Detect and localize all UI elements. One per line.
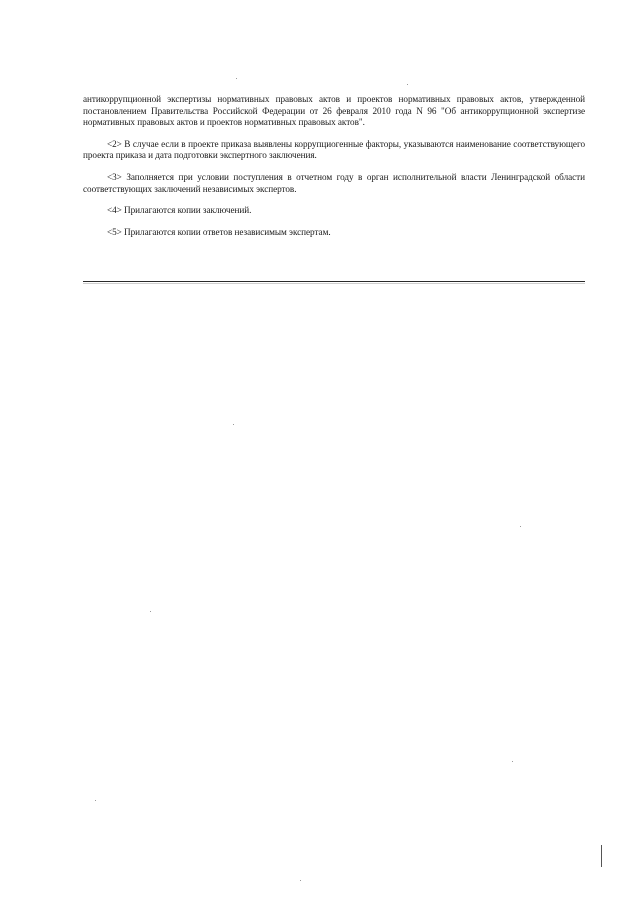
scan-speck	[236, 78, 237, 79]
scan-speck	[95, 800, 96, 801]
scan-speck	[233, 424, 234, 425]
footnote-5: <5> Прилагаются копии ответов независимым экспертам.	[107, 226, 331, 237]
scan-speck	[407, 84, 408, 85]
footnote-2: <2> В случае если в проекте приказа выявлены коррупциогенные факторы, указываются наименование соответствующего проекта приказа и дата подготовки экспертного заключения.	[83, 138, 585, 161]
footnote-3: <3> Заполняется при условии поступления в отчетном году в орган исполнительной власти Ленинградской области соответствующих заключений независимых экспертов.	[83, 171, 585, 194]
footnote-continuation: антикоррупционной экспертизы нормативных правовых актов и проектов нормативных правовых актов, утвержденной постановлением Правительства Российской Федерации от 26 февраля 2010 года N 96 "Об антикоррупционной экспертизе нормативных правовых актов и проектов нормативных правовых актов".	[83, 94, 585, 128]
footnotes-block	[83, 94, 585, 238]
horizontal-rule-shadow	[83, 283, 585, 284]
horizontal-rule	[83, 281, 585, 282]
scan-speck	[520, 526, 521, 527]
footnote-4: <4> Прилагаются копии заключений.	[107, 205, 252, 216]
scan-speck	[150, 611, 151, 612]
scan-edge-mark	[601, 845, 602, 867]
scan-speck	[300, 880, 301, 881]
scan-speck	[512, 761, 513, 762]
